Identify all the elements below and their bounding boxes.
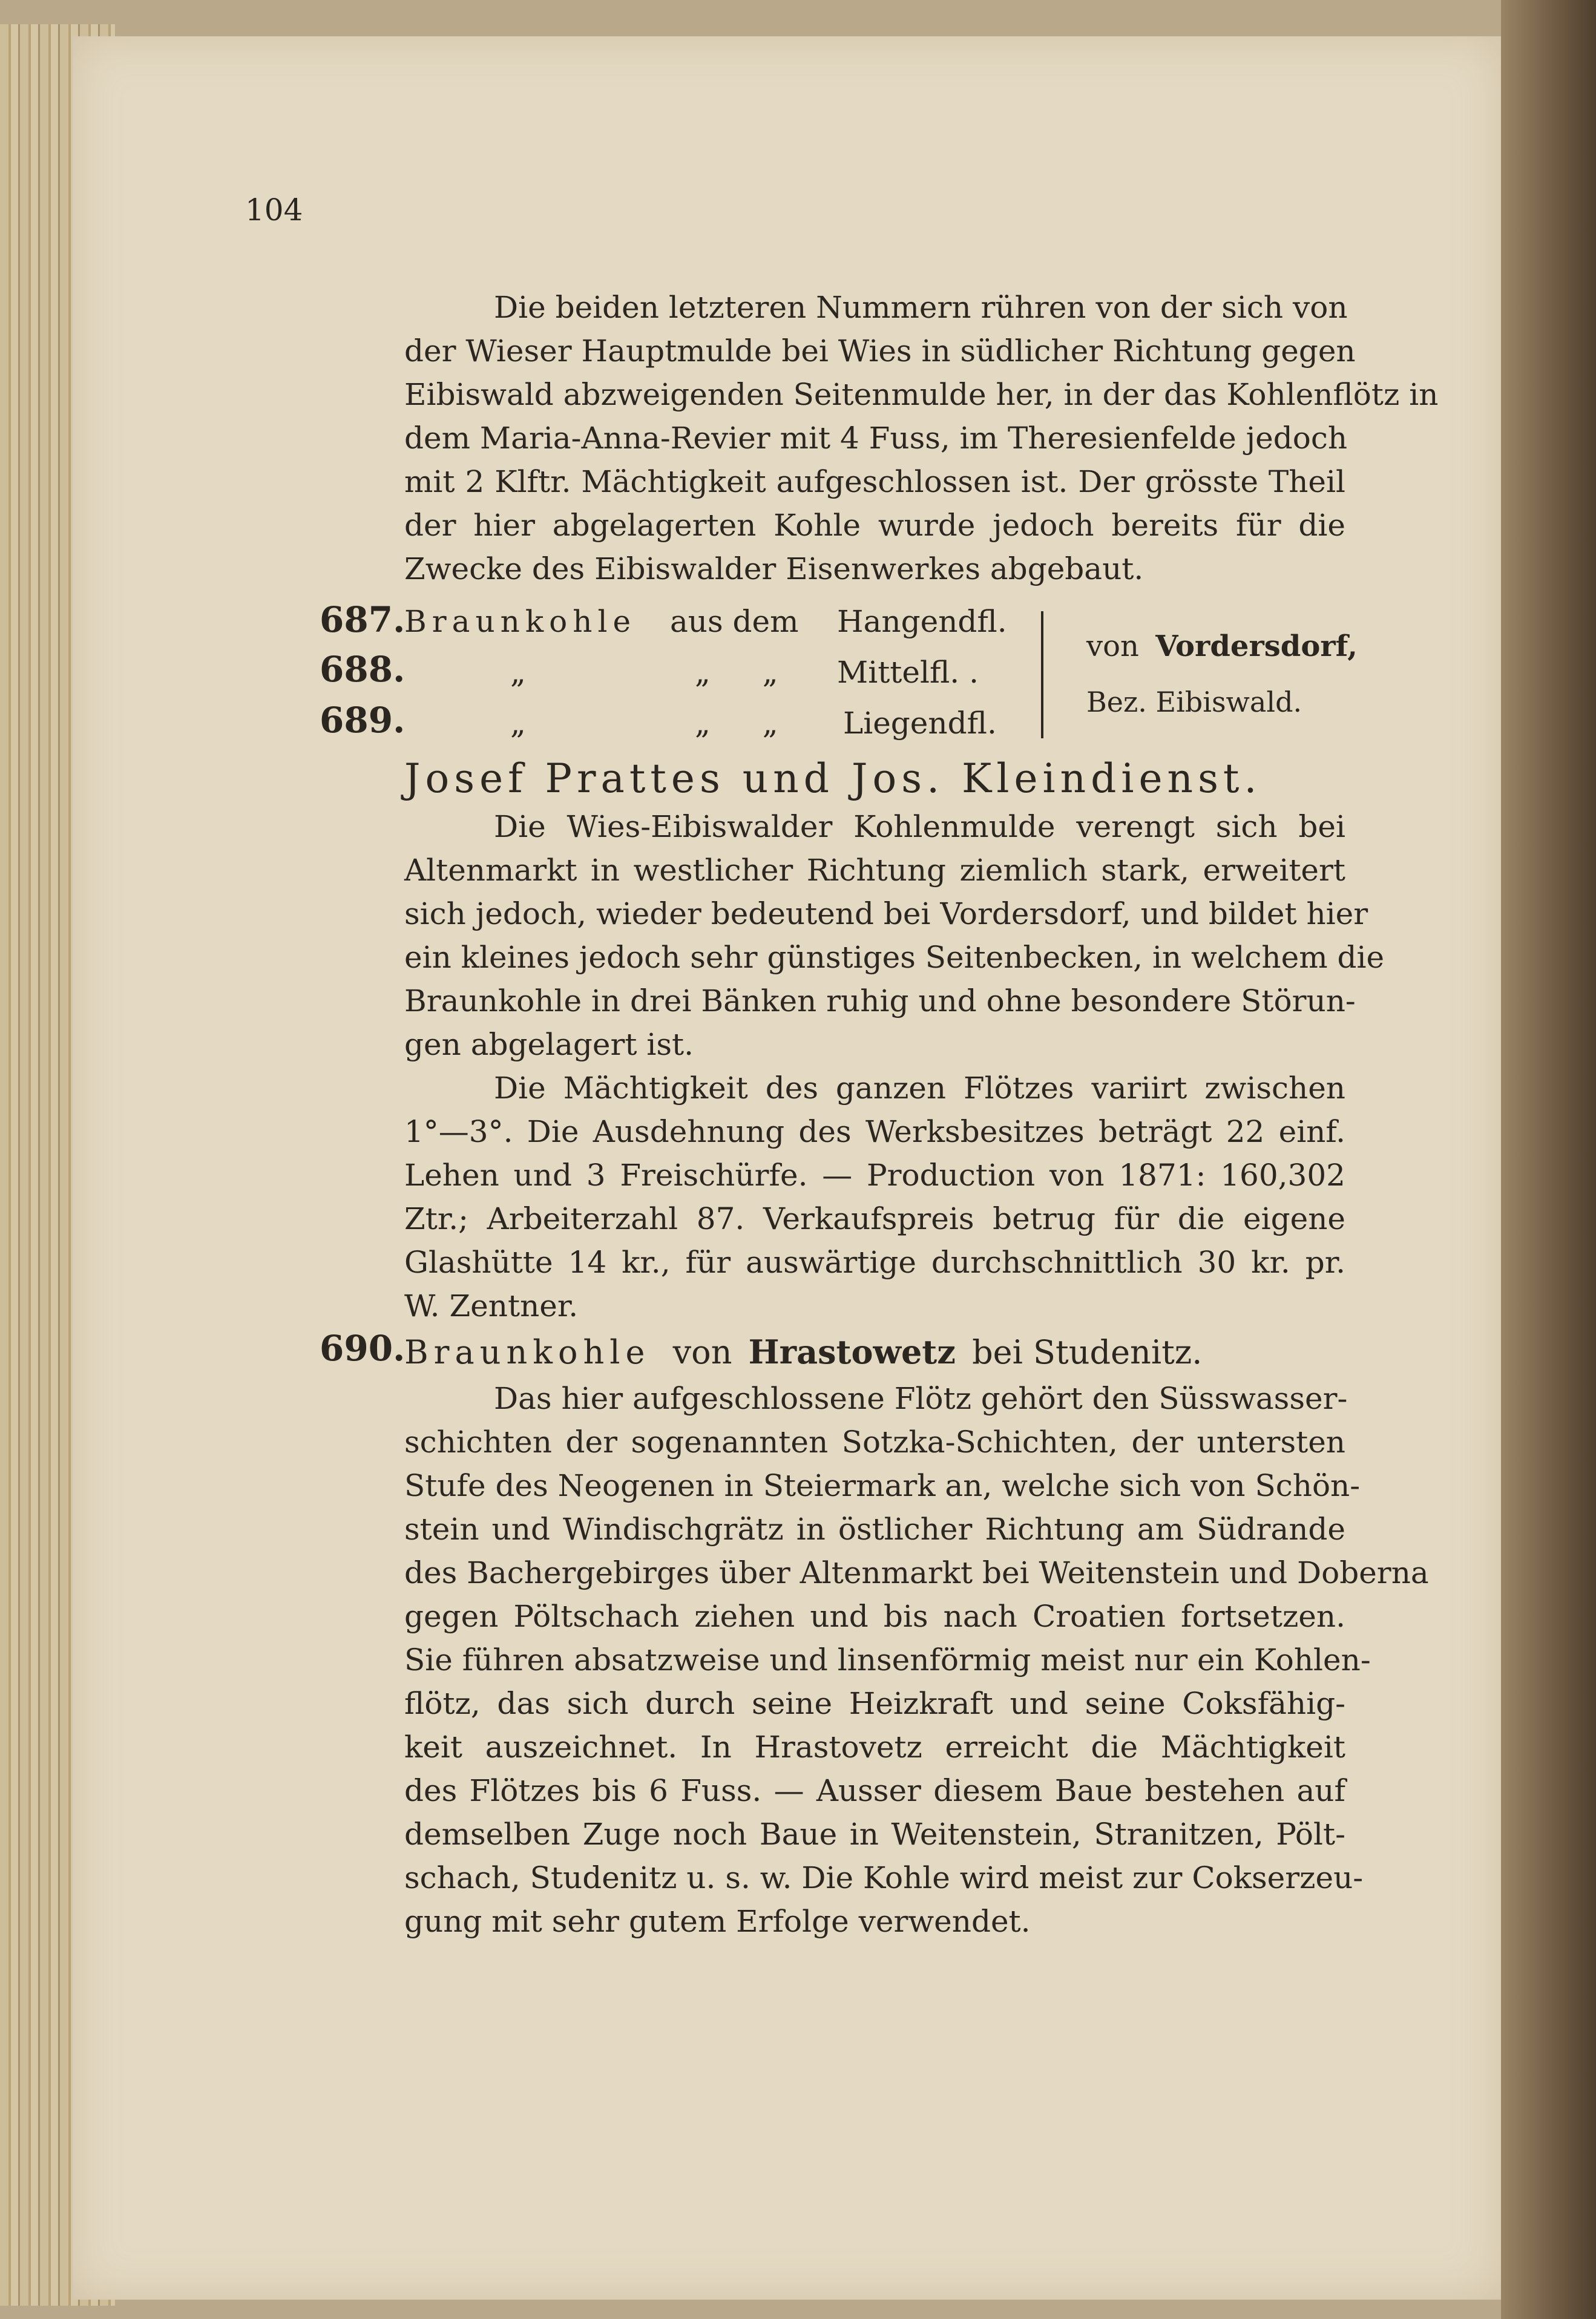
location-prefix: von	[1086, 629, 1139, 663]
entry-number-688: 688.	[320, 649, 406, 690]
text-line: sich jedoch, wieder bedeutend bei Vordersdorf, und bildet hier	[404, 896, 1368, 931]
text-line: gung mit sehr gutem Erfolge verwendet.	[404, 1904, 1031, 1939]
text-line: demselben Zuge noch Baue in Weitenstein, Stranitzen, Pölt-	[404, 1817, 1345, 1852]
text-line: Die Wies-Eibiswalder Kohlenmulde verengt sich bei	[494, 809, 1345, 844]
text-line: Sie führen absatzweise und linsenförmig meist nur ein Kohlen-	[404, 1642, 1371, 1678]
ditto-mark: „	[510, 655, 526, 690]
text-line: W. Zentner.	[404, 1288, 579, 1324]
text-line: Lehen und 3 Freischürfe. — Production von 1871: 160,302	[404, 1158, 1345, 1193]
paragraph-3	[404, 1066, 1345, 1328]
entry-number-689: 689.	[320, 700, 406, 741]
text-line: 1°—3°. Die Ausdehnung des Werksbesitzes beträgt 22 einf.	[404, 1114, 1345, 1149]
text-line: des Bachergebirges über Altenmarkt bei Weitenstein und Doberna	[404, 1555, 1429, 1590]
entry-name: Braunkohle	[404, 604, 637, 639]
entry-number-687: 687.	[320, 599, 406, 640]
text-line: ein kleines jedoch sehr günstiges Seitenbecken, in welchem die	[404, 940, 1385, 975]
entry-number-690: 690.	[320, 1328, 406, 1369]
text-line: Eibiswald abzweigenden Seitenmulde her, in der das Kohlenflötz in	[404, 377, 1439, 412]
entry-prep: aus dem	[669, 604, 799, 639]
entry-where: Hangendfl.	[837, 604, 1007, 639]
text-line: Ztr.; Arbeiterzahl 87. Verkaufspreis betrug für die eigene	[404, 1201, 1345, 1236]
entry-name: Braunkohle	[404, 1333, 651, 1371]
text-line: Das hier aufgeschlossene Flötz gehört den Süsswasser-	[494, 1381, 1348, 1416]
paragraph-2	[404, 805, 1385, 1066]
ditto-mark: „ „	[695, 655, 778, 690]
text-line: gegen Pöltschach ziehen und bis nach Croatien fortsetzen.	[404, 1599, 1345, 1634]
owner-heading: Josef Prattes und Jos. Kleindienst.	[404, 755, 1262, 802]
entry-where: Mittelfl. .	[837, 655, 979, 690]
ditto-mark: „	[510, 706, 526, 741]
text-line: schichten der sogenannten Sotzka-Schichten, der untersten	[404, 1425, 1345, 1460]
text-line: schach, Studenitz u. s. w. Die Kohle wird meist zur Cokserzeu-	[404, 1860, 1364, 1895]
text-line: des Flötzes bis 6 Fuss. — Ausser diesem Baue bestehen auf	[404, 1773, 1345, 1808]
binding-shadow	[1501, 0, 1596, 2319]
entry-687	[404, 604, 1007, 639]
entry-where: Liegendfl.	[843, 706, 997, 741]
text-line: stein und Windischgrätz in östlicher Richtung am Südrande	[404, 1512, 1345, 1547]
text-line: Die Mächtigkeit des ganzen Flötzes variirt zwischen	[494, 1071, 1345, 1106]
text-line: Altenmarkt in westlicher Richtung ziemlich stark, erweitert	[404, 853, 1345, 888]
entry-rest: bei Studenitz.	[972, 1333, 1203, 1371]
text-line: Zwecke des Eibiswalder Eisenwerkes abgebaut.	[404, 551, 1144, 586]
location-line-2: Bez. Eibiswald.	[1086, 686, 1302, 718]
page-number: 104	[245, 192, 303, 228]
entry-prep: von	[672, 1333, 732, 1371]
text-line: dem Maria-Anna-Revier mit 4 Fuss, im Theresienfelde jedoch	[404, 421, 1348, 456]
entry-690	[404, 1333, 1202, 1371]
text-line: Die beiden letzteren Nummern rühren von der sich von	[494, 290, 1348, 325]
paragraph-4	[404, 1377, 1429, 1943]
entry-place: Hrastowetz	[748, 1333, 956, 1371]
text-line: Braunkohle in drei Bänken ruhig und ohne besondere Störun-	[404, 983, 1356, 1018]
text-line: mit 2 Klftr. Mächtigkeit aufgeschlossen ist. Der grösste Theil	[404, 464, 1345, 499]
text-line: der Wieser Hauptmulde bei Wies in südlicher Richtung gegen	[404, 333, 1356, 369]
text-line: gen abgelagert ist.	[404, 1027, 694, 1062]
text-line: keit auszeichnet. In Hrastovetz erreicht die Mächtigkeit	[404, 1730, 1345, 1765]
location-name: Vordersdorf,	[1155, 629, 1358, 663]
location-line-1	[1086, 629, 1358, 663]
intro-paragraph	[404, 286, 1439, 591]
text-line: der hier abgelagerten Kohle wurde jedoch bereits für die	[404, 508, 1345, 543]
text-line: flötz, das sich durch seine Heizkraft und seine Coksfähig-	[404, 1686, 1345, 1721]
text-line: Glashütte 14 kr., für auswärtige durchschnittlich 30 kr. pr.	[404, 1245, 1345, 1280]
ditto-mark: „ „	[695, 706, 778, 741]
text-line: Stufe des Neogenen in Steiermark an, welche sich von Schön-	[404, 1468, 1361, 1503]
grouping-brace	[1041, 611, 1049, 738]
